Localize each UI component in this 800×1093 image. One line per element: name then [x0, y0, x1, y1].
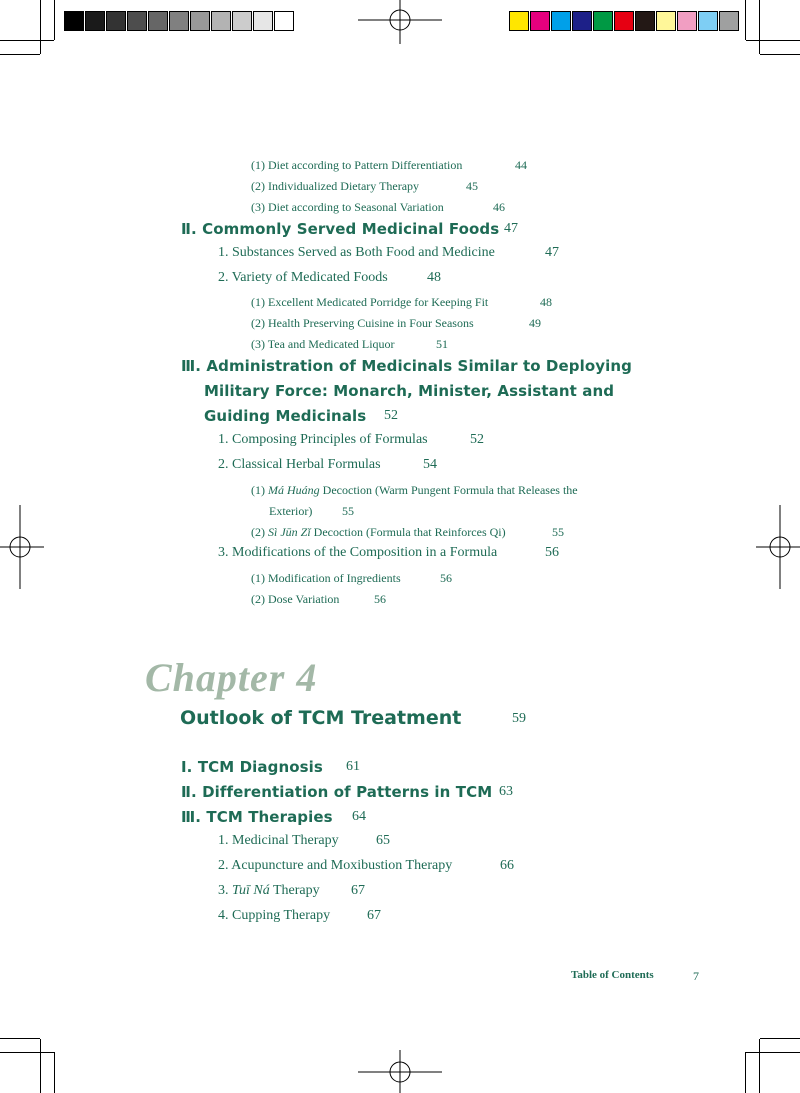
- toc-entry-text: (2) Individualized Dietary Therapy: [251, 179, 420, 193]
- process-color-swatch: [719, 11, 739, 31]
- toc-entry-text: (1) Excellent Medicated Porridge for Keeping Fit: [251, 295, 489, 309]
- toc-entry[interactable]: [251, 571, 401, 586]
- running-footer-label: Table of Contents: [571, 969, 654, 981]
- toc-entry-text: Exterior): [269, 504, 313, 518]
- toc-page-number: 51: [436, 337, 448, 351]
- toc-entry[interactable]: [251, 337, 395, 352]
- toc-entry-text: Administration of Medicinals Similar to Deploying: [206, 357, 632, 375]
- toc-entry-text: (3) Tea and Medicated Liquor: [251, 337, 395, 351]
- grayscale-swatch: [232, 11, 252, 31]
- toc-entry-text: 1. Composing Principles of Formulas: [218, 432, 428, 447]
- toc-entry-text: (1) Modification of Ingredients: [251, 571, 401, 585]
- process-color-swatch: [656, 11, 676, 31]
- toc-entry-text: Commonly Served Medicinal Foods: [202, 220, 500, 238]
- toc-page-number: 56: [374, 592, 386, 606]
- toc-entry-text: (3) Diet according to Seasonal Variation: [251, 200, 444, 214]
- chapter-title[interactable]: Chapter 4: [145, 655, 318, 700]
- roman-numeral: Ⅲ.: [181, 808, 202, 826]
- process-color-swatch: [530, 11, 550, 31]
- process-color-swatch: [635, 11, 655, 31]
- toc-entry[interactable]: [251, 200, 444, 215]
- toc-entry[interactable]: [218, 270, 388, 286]
- toc-entry[interactable]: [251, 295, 488, 310]
- toc-entry-text: 2. Variety of Medicated Foods: [218, 270, 388, 285]
- toc-page-number: 48: [427, 270, 441, 285]
- toc-entry-text: TCM Diagnosis: [197, 758, 323, 776]
- roman-numeral: Ⅱ.: [181, 220, 197, 238]
- toc-section-heading[interactable]: [181, 758, 323, 776]
- process-color-swatch: [572, 11, 592, 31]
- process-color-swatch: [698, 11, 718, 31]
- grayscale-swatch: [148, 11, 168, 31]
- toc-page-number: 52: [384, 408, 398, 423]
- toc-page-number: 48: [540, 295, 552, 309]
- toc-entry-number: (1): [251, 483, 268, 497]
- grayscale-swatch: [127, 11, 147, 31]
- toc-page-number: 52: [470, 432, 484, 447]
- process-color-swatch: [614, 11, 634, 31]
- toc-entry-text: Guiding Medicinals: [204, 407, 367, 425]
- toc-entry-text: 1. Medicinal Therapy: [218, 833, 339, 848]
- chapter-page-number: 59: [512, 711, 526, 726]
- toc-entry[interactable]: [251, 525, 506, 540]
- roman-numeral: Ⅲ.: [181, 357, 202, 375]
- toc-entry-text: Decoction (Formula that Reinforces Qi): [310, 525, 506, 539]
- toc-entry-text: 1. Substances Served as Both Food and Medicine: [218, 245, 495, 260]
- roman-numeral: Ⅰ.: [181, 758, 193, 776]
- toc-page-number: 56: [545, 545, 559, 560]
- toc-page-number: 55: [552, 525, 564, 539]
- toc-entry-text: 3. Modifications of the Composition in a Formula: [218, 545, 498, 560]
- toc-entry[interactable]: [251, 316, 474, 331]
- toc-section-heading-continued[interactable]: [204, 382, 614, 400]
- toc-entry-text: 2. Acupuncture and Moxibustion Therapy: [218, 858, 453, 873]
- process-color-swatch: [677, 11, 697, 31]
- registration-mark-bottom: [358, 1050, 442, 1093]
- toc-entry-text: TCM Therapies: [206, 808, 333, 826]
- toc-section-heading-continued[interactable]: [204, 407, 366, 425]
- toc-page-number: 61: [346, 759, 360, 774]
- toc-entry[interactable]: [218, 858, 452, 874]
- toc-page-number: 67: [351, 883, 365, 898]
- toc-section-heading[interactable]: [181, 357, 632, 375]
- toc-entry[interactable]: [251, 179, 419, 194]
- grayscale-swatch: [253, 11, 273, 31]
- toc-page-number: 45: [466, 179, 478, 193]
- process-color-swatch: [593, 11, 613, 31]
- chapter-subtitle[interactable]: Outlook of TCM Treatment: [180, 707, 462, 729]
- toc-entry-text: (2) Health Preserving Cuisine in Four Seasons: [251, 316, 474, 330]
- toc-entry-text: Therapy: [269, 883, 320, 898]
- roman-numeral: Ⅱ.: [181, 783, 197, 801]
- toc-entry[interactable]: [251, 483, 578, 498]
- registration-mark-right: [756, 505, 800, 589]
- grayscale-swatch: [211, 11, 231, 31]
- toc-entry-text: Decoction (Warm Pungent Formula that Releases the: [319, 483, 578, 497]
- toc-entry[interactable]: [218, 545, 497, 561]
- toc-entry-text: Military Force: Monarch, Minister, Assistant and: [204, 382, 615, 400]
- pinyin-term: Sì Jūn Zǐ: [268, 525, 311, 539]
- pinyin-term: Tuī Ná: [232, 883, 270, 898]
- toc-page-number: 47: [504, 221, 518, 236]
- toc-entry[interactable]: [218, 457, 381, 473]
- grayscale-swatch: [274, 11, 294, 31]
- grayscale-swatch: [190, 11, 210, 31]
- toc-entry[interactable]: [218, 432, 428, 448]
- grayscale-swatch: [106, 11, 126, 31]
- toc-entry-text: (2) Dose Variation: [251, 592, 340, 606]
- toc-page-number: 47: [545, 245, 559, 260]
- toc-entry[interactable]: [251, 592, 339, 607]
- toc-page-number: 64: [352, 809, 366, 824]
- toc-page-number: 66: [500, 858, 514, 873]
- grayscale-swatch: [85, 11, 105, 31]
- process-color-swatch: [551, 11, 571, 31]
- toc-page-number: 55: [342, 504, 354, 518]
- toc-page-number: 46: [493, 200, 505, 214]
- toc-section-heading[interactable]: [181, 808, 333, 826]
- toc-entry-text: 2. Classical Herbal Formulas: [218, 457, 381, 472]
- toc-page-number: 63: [499, 784, 513, 799]
- toc-entry[interactable]: [218, 908, 330, 924]
- toc-page-number: 44: [515, 158, 527, 172]
- toc-entry-text: (1) Diet according to Pattern Differentiation: [251, 158, 463, 172]
- toc-section-heading[interactable]: [181, 220, 499, 238]
- toc-page-number: 49: [529, 316, 541, 330]
- grayscale-swatch: [64, 11, 84, 31]
- toc-entry[interactable]: [218, 245, 495, 261]
- toc-page-number: 67: [367, 908, 381, 923]
- toc-section-heading[interactable]: [181, 783, 492, 801]
- toc-entry[interactable]: [251, 158, 462, 173]
- process-color-swatch: [509, 11, 529, 31]
- toc-page-number: 54: [423, 457, 437, 472]
- toc-entry-text: 4. Cupping Therapy: [218, 908, 331, 923]
- toc-entry-number: (2): [251, 525, 268, 539]
- toc-page-number: 56: [440, 571, 452, 585]
- toc-page-number: 65: [376, 833, 390, 848]
- grayscale-swatch: [169, 11, 189, 31]
- registration-mark-top: [358, 0, 442, 44]
- toc-entry-number: 3.: [218, 883, 232, 898]
- pinyin-term: Má Huáng: [268, 483, 320, 497]
- toc-entry[interactable]: [218, 883, 320, 899]
- toc-entry-continued[interactable]: [269, 504, 312, 519]
- toc-entry-text: Differentiation of Patterns in TCM: [202, 783, 493, 801]
- registration-mark-left: [0, 505, 44, 589]
- folio-page-number: 7: [693, 969, 699, 983]
- toc-entry[interactable]: [218, 833, 339, 849]
